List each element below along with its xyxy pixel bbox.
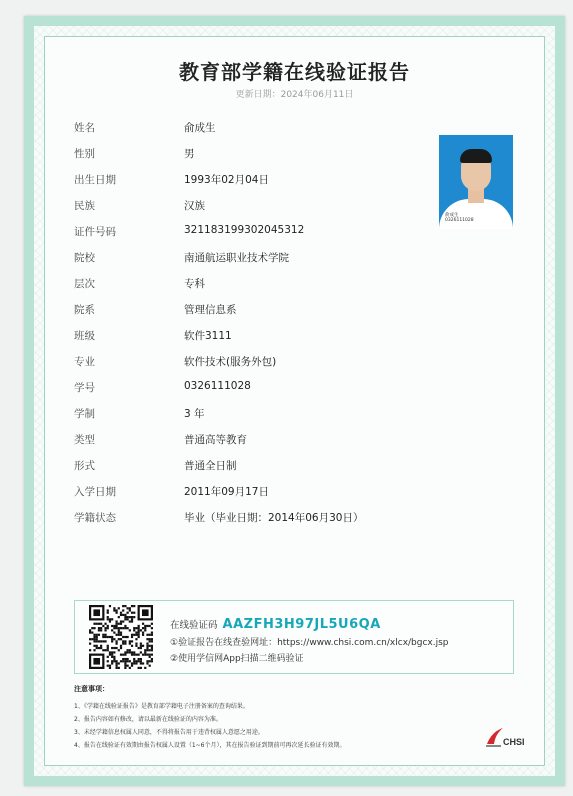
field-label: 入学日期 — [74, 486, 116, 498]
field-label: 班级 — [74, 330, 95, 342]
field-value: 软件技术(服务外包) — [184, 356, 277, 368]
chsi-logo-flame — [487, 728, 503, 744]
field-value: 专科 — [184, 278, 205, 290]
verification-app-line: ②使用学信网App扫描二维码验证 — [170, 654, 304, 664]
field-label: 性别 — [74, 148, 95, 160]
field-value: 软件3111 — [184, 330, 232, 342]
qr-code-icon[interactable] — [89, 605, 153, 669]
field-label: 专业 — [74, 356, 95, 368]
note-item: 3、未经学籍信息权属人同意，不得将报告用于违背权属人意愿之用途。 — [74, 729, 264, 736]
verification-url-line: ①验证报告在线查验网址：https://www.chsi.com.cn/xlcx/bgcx.jsp — [170, 638, 449, 648]
chsi-logo-text: CHSI — [503, 737, 525, 747]
photo-caption — [445, 213, 474, 223]
field-value: 普通高等教育 — [184, 434, 247, 446]
student-photo — [439, 135, 513, 229]
chsi-logo — [483, 724, 531, 750]
notes-title: 注意事项： — [74, 685, 109, 693]
verification-code: AAZFH3H97JL5U6QA — [222, 617, 381, 632]
verification-code-label: 在线验证码 — [170, 620, 218, 631]
field-value: 2011年09月17日 — [184, 486, 269, 498]
field-value: 1993年02月04日 — [184, 174, 269, 186]
photo-caption-id: 0326111028 — [445, 218, 474, 223]
field-value: 管理信息系 — [184, 304, 237, 316]
photo-caption-name: 俞成生 — [445, 213, 459, 218]
field-label: 学籍状态 — [74, 512, 116, 524]
field-label: 学号 — [74, 382, 95, 394]
note-item: 2、报告内容如有修改，请以最新在线验证的内容为准。 — [74, 716, 222, 723]
update-date: 更新日期：2024年06月11日 — [235, 90, 354, 100]
field-value: 3 年 — [184, 408, 205, 420]
field-value: 男 — [184, 148, 195, 160]
field-value: 南通航运职业技术学院 — [184, 252, 289, 264]
field-label: 类型 — [74, 434, 95, 446]
report-title: 教育部学籍在线验证报告 — [179, 60, 410, 84]
field-label: 形式 — [74, 460, 95, 472]
field-label: 民族 — [74, 200, 95, 212]
report-sheet — [24, 16, 565, 786]
photo-hair — [460, 149, 492, 163]
field-label: 院校 — [74, 252, 95, 264]
field-label: 姓名 — [74, 122, 95, 134]
verification-code-line — [170, 617, 381, 632]
field-value: 321183199302045312 — [184, 224, 305, 236]
note-item: 1、《学籍在线验证报告》是教育部学籍电子注册备案的查询结果。 — [74, 703, 249, 710]
field-value: 俞成生 — [184, 122, 216, 134]
field-label: 层次 — [74, 278, 95, 290]
field-label: 学制 — [74, 408, 95, 420]
field-value: 普通全日制 — [184, 460, 237, 472]
note-item: 4、报告在线验证有效期由报告权属人设置（1~6个月），其在报告验证到期前可再次延长验证有效期。 — [74, 742, 346, 749]
field-label: 院系 — [74, 304, 95, 316]
field-value: 0326111028 — [184, 380, 251, 392]
field-label: 出生日期 — [74, 174, 116, 186]
field-value: 汉族 — [184, 200, 205, 212]
field-label: 证件号码 — [74, 226, 116, 238]
field-value: 毕业（毕业日期：2014年06月30日） — [184, 512, 364, 524]
verification-box — [74, 600, 514, 674]
